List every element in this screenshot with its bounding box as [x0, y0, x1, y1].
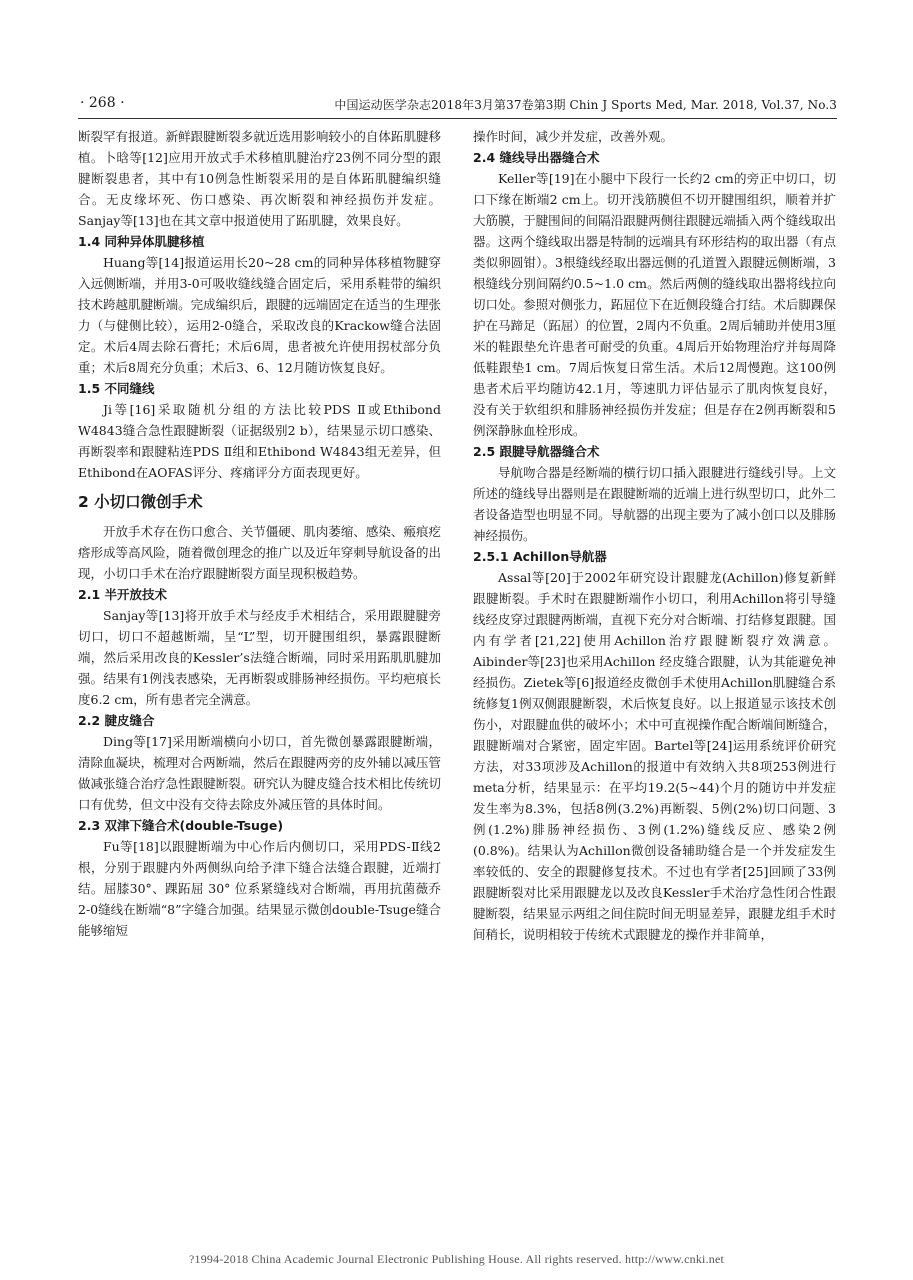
- footer-copyright: ?1994-2018 China Academic Journal Electronic Publishing House. All rights reserved. http://www.cnki.net: [188, 1252, 725, 1266]
- subsection-heading: 2.5 跟腱导航器缝合术: [473, 444, 600, 459]
- body-paragraph: Sanjay等[13]将开放手术与经皮手术相结合，采用跟腱腱旁切口，切口不超越断端，呈“L”型，切开腱围组织，暴露跟腱断端，然后采用改良的Kessler’s法缝合断端，同时采用跖肌肌腱加强。结果有1例浅表感染，无再断裂或腓肠神经损伤。平均疤痕长度6.2 cm，所有患者完全满意。: [78, 608, 441, 707]
- subsection-heading: 2.4 缝线导出器缝合术: [473, 150, 600, 165]
- body-paragraph: 断裂罕有报道。新鲜跟腱断裂多就近选用影响较小的自体跖肌腱移植。卜晗等[12]应用开放式手术移植肌腱治疗23例不同分型的跟腱断裂患者，其中有10例急性断裂采用的是自体跖肌腱编织缝合。无皮缘坏死、伤口感染、再次断裂和神经损伤并发症。Sanjay等[13]也在其文章中报道使用了跖肌腱，效果良好。: [78, 129, 441, 228]
- running-head: 中国运动医学杂志2018年3月第37卷第3期 Chin J Sports Med, Mar. 2018, Vol.37, No.3: [334, 98, 837, 112]
- body-paragraph: 导航吻合器是经断端的横行切口插入跟腱进行缝线引导。上文所述的缝线导出器则是在跟腱断端的近端上进行纵型切口，此外二者设备造型也明显不同。导航器的出现主要为了减小创口以及腓肠神经损伤。: [473, 465, 836, 543]
- subsection-heading: 1.4 同种异体肌腱移植: [78, 234, 205, 249]
- right-column: [473, 126, 836, 945]
- body-paragraph: Ji等[16]采取随机分组的方法比较PDS Ⅱ或Ethibond W4843缝合急性跟腱断裂（证据级别2 b），结果显示切口感染、再断裂率和跟腱粘连PDS Ⅱ组和Ethibond W4843组无差异，但Ethibond在AOFAS评分、疼痛评分方面表现更好。: [78, 402, 441, 480]
- body-paragraph: 开放手术存在伤口愈合、关节僵硬、肌肉萎缩、感染、瘢痕疙瘩形成等高风险，随着微创理念的推广以及近年穿刺导航设备的出现，小切口手术在治疗跟腱断裂方面呈现积极趋势。: [78, 524, 441, 581]
- body-paragraph: Huang等[14]报道运用长20~28 cm的同种异体移植物腱穿入远侧断端，并用3-0可吸收缝线缝合固定后，采用系鞋带的编织技术跨越肌腱断端。完成编织后，跟腱的远端固定在适当的生理张力（与健侧比较），运用2-0缝合，采取改良的Krackow缝合法固定。术后4周去除石膏托；术后6周，患者被允许使用拐杖部分负重；术后8周充分负重；术后3、6、12月随访恢复良好。: [78, 255, 441, 375]
- body-paragraph: 操作时间，减少并发症，改善外观。: [473, 129, 674, 144]
- header-rule: [78, 118, 837, 119]
- body-paragraph: Assal等[20]于2002年研究设计跟腱龙(Achillon)修复新鲜跟腱断裂。手术时在跟腱断端作小切口，利用Achillon将引导缝线经皮穿过跟腱两断端，直视下充分对合断端、打结修复跟腱。国内有学者[21,22]使用Achillon治疗跟腱断裂疗效满意。Aibinder等[23]也采用Achillon 经皮缝合跟腱，认为其能避免神经损伤。Zietek等[6]报道经皮微创手术使用Achillon肌腱缝合系统修复1例双侧跟腱断裂，术后恢复良好。以上报道显示该技术创伤小，对跟腱血供的破坏小；术中可直视操作配合断端间断缝合，跟腱断端对合紧密，固定牢固。Bartel等[24]运用系统评价研究方法，对33项涉及Achillon的报道中有效纳入共8项253例进行meta分析，结果显示：在平均19.2(5~44)个月的随访中并发症发生率为8.3%，包括8例(3.2%)再断裂、5例(2%)切口问题、3例(1.2%)腓肠神经损伤、3例(1.2%)缝线反应、感染2例(0.8%)。结果认为Achillon微创设备辅助缝合是一个并发症发生率较低的、安全的跟腱修复技术。不过也有学者[25]回顾了33例跟腱断裂对比采用跟腱龙以及改良Kessler手术治疗急性闭合性跟腱断裂，结果显示两组之间住院时间无明显差异，跟腱龙组手术时间稍长，说明相较于传统术式跟腱龙的操作并非简单，: [473, 570, 836, 942]
- body-paragraph: Ding等[17]采用断端横向小切口，首先微创暴露跟腱断端，清除血凝块，梳理对合两断端，然后在跟腱两旁的皮外辅以减压管做减张缝合治疗急性跟腱断裂。研究认为腱皮缝合技术相比传统切口有优势，但文中没有交待去除皮外减压管的具体时间。: [78, 734, 441, 812]
- subsection-heading: 2.3 双津下缝合术(double-Tsuge): [78, 818, 284, 833]
- left-column: [78, 126, 441, 941]
- subsection-heading: 2.2 腱皮缝合: [78, 713, 155, 728]
- section-heading: 2 小切口微创手术: [78, 493, 203, 511]
- body-paragraph: Keller等[19]在小腿中下段行一长约2 cm的旁正中切口，切口下缘在断端2 cm上。切开浅筋膜但不切开腱围组织，顺着并扩大筋膜，于腱围间的间隔沿跟腱两侧往跟腱远端插入两个缝线取出器。这两个缝线取出器是特制的远端具有环形结构的取出器（有点类似卵圆钳）。3根缝线经取出器远侧的孔道置入跟腱远侧断端，3根缝线分别间隔约0.5~1.0 cm。然后两侧的缝线取出器将线拉向切口处。参照对侧张力，跖屈位下在近侧段缝合打结。术后脚踝保护在马蹄足（跖屈）的位置，2周内不负重。2周后辅助并使用3厘米的鞋跟垫允许患者可耐受的负重。4周后开始物理治疗并每周降低鞋跟垫1 cm。7周后恢复日常生活。术后12周慢跑。这100例患者术后平均随访42.1月，等速肌力评估显示了肌肉恢复良好，没有关于软组织和腓肠神经损伤并发症；但是存在2例再断裂和5例深静脉血栓形成。: [473, 171, 836, 438]
- subsection-heading: 2.1 半开放技术: [78, 587, 167, 602]
- subsection-heading: 2.5.1 Achillon导航器: [473, 549, 607, 564]
- subsection-heading: 1.5 不同缝线: [78, 381, 155, 396]
- body-paragraph: Fu等[18]以跟腱断端为中心作后内侧切口，采用PDS-Ⅱ线2根，分别于跟腱内外两侧纵向给予津下缝合法缝合跟腱，近端打结。屈膝30°、踝跖屈 30° 位系紧缝线对合断端，再用抗菌薇乔2-0缝线在断端“8”字缝合加强。结果显示微创double-Tsuge缝合能够缩短: [78, 839, 441, 938]
- page-number: · 268 ·: [80, 95, 125, 111]
